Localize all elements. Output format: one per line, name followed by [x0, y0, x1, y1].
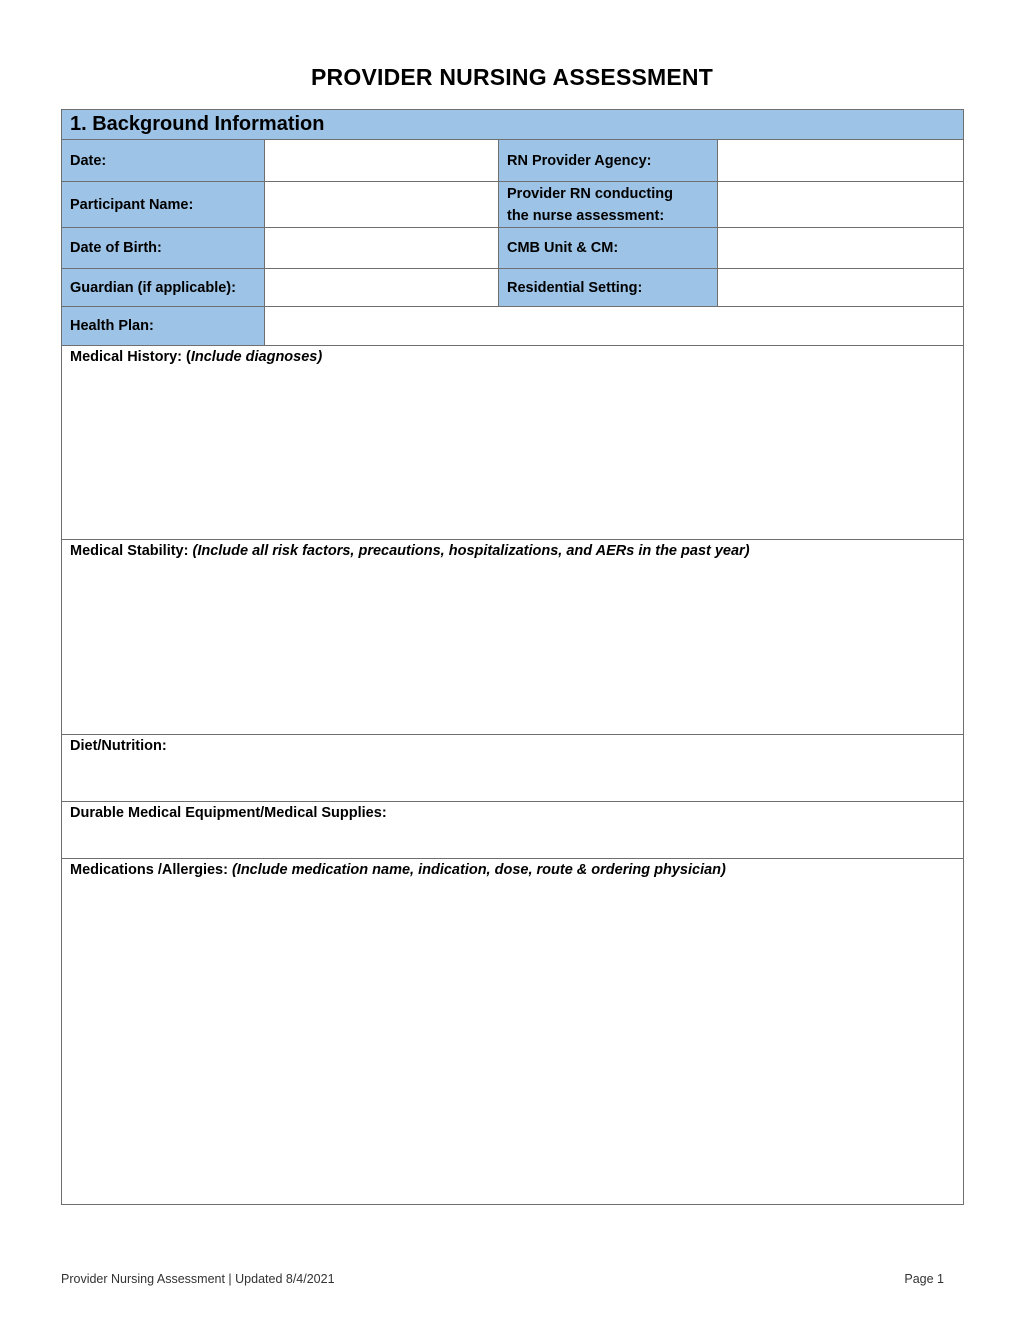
date-field[interactable] — [265, 140, 499, 181]
footer-document-info: Provider Nursing Assessment | Updated 8/4/2021 — [61, 1272, 335, 1286]
cmb-unit-field[interactable] — [718, 228, 963, 268]
guardian-label: Guardian (if applicable): — [62, 269, 265, 306]
dme-block[interactable] — [62, 802, 963, 859]
residential-setting-field[interactable] — [718, 269, 963, 306]
medications-note: (Include medication name, indication, dose, route & ordering physician) — [231, 862, 726, 878]
rn-provider-agency-label: RN Provider Agency: — [499, 140, 718, 181]
medical-history-label: Medical History: ( — [70, 349, 191, 365]
dme-label: Durable Medical Equipment/Medical Supplies: — [70, 805, 387, 821]
date-of-birth-field[interactable] — [265, 228, 499, 268]
health-plan-field[interactable] — [265, 307, 963, 345]
form-row-participant — [62, 182, 963, 228]
medical-stability-note: (Include all risk factors, precautions, hospitalizations, and AERs in the past year) — [192, 543, 750, 559]
background-information-form — [61, 109, 964, 1205]
medications-allergies-block[interactable] — [62, 859, 963, 1204]
participant-name-field[interactable] — [265, 182, 499, 227]
medical-history-note: Include diagnoses) — [190, 349, 323, 365]
residential-setting-label: Residential Setting: — [499, 269, 718, 306]
diet-nutrition-block[interactable] — [62, 735, 963, 802]
health-plan-label: Health Plan: — [62, 307, 265, 345]
medical-stability-label: Medical Stability: — [70, 543, 193, 559]
document-title: PROVIDER NURSING ASSESSMENT — [311, 64, 713, 90]
section-heading: 1. Background Information — [62, 110, 963, 140]
date-label: Date: — [62, 140, 265, 181]
form-row-guardian — [62, 269, 963, 307]
medical-stability-block[interactable] — [62, 540, 963, 735]
rn-provider-agency-field[interactable] — [718, 140, 963, 181]
diet-nutrition-label: Diet/Nutrition: — [70, 738, 167, 754]
guardian-field[interactable] — [265, 269, 499, 306]
provider-rn-label-line2: the nurse assessment: — [507, 208, 665, 224]
form-row-date — [62, 140, 963, 182]
provider-rn-label — [499, 182, 718, 227]
footer-page-number: Page 1 — [904, 1272, 944, 1286]
provider-rn-label-line1: Provider RN conducting — [507, 186, 673, 202]
medical-history-block[interactable] — [62, 346, 963, 540]
form-row-health-plan — [62, 307, 963, 346]
provider-rn-field[interactable] — [718, 182, 963, 227]
cmb-unit-label: CMB Unit & CM: — [499, 228, 718, 268]
form-row-dob — [62, 228, 963, 269]
date-of-birth-label: Date of Birth: — [62, 228, 265, 268]
participant-name-label: Participant Name: — [62, 182, 265, 227]
medications-label: Medications /Allergies: — [70, 862, 232, 878]
